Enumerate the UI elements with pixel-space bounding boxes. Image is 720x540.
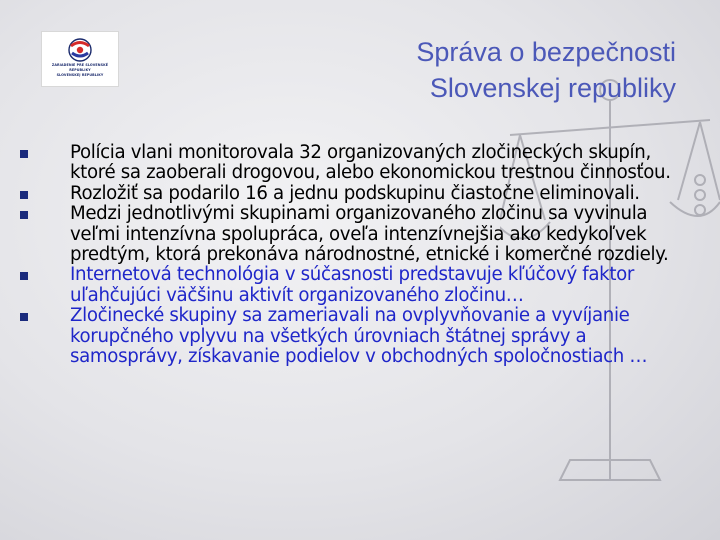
bullet-item (20, 204, 680, 265)
bullet-item (20, 184, 680, 204)
bullet-square-icon (20, 191, 28, 199)
bullet-item (20, 143, 680, 184)
bullet-square-icon (20, 313, 28, 321)
bullet-text: Zločinecké skupiny sa zameriavali na ovplyvňovanie a vyvíjanie korupčného vplyvu na všetkých úrovniach štátnej správy a samosprávy, získavanie podielov v obchodných spoločnostiach … (70, 305, 648, 368)
bullet-text: Medzi jednotlivými skupinami organizovaného zločinu sa vyvinula veľmi intenzívna spolupráca, oveľa intenzívnejšia ako kedykoľvek predtým, ktorá prekonáva národnostné, etnické i komerčné rozdiely. (70, 203, 669, 266)
organization-logo (42, 32, 118, 86)
bullet-square-icon (20, 150, 28, 158)
bullet-text: Rozložiť sa podarilo 16 a jednu podskupinu čiastočne eliminovali. (70, 182, 640, 204)
logo-text-line: SLOVENSKEJ REPUBLIKY (56, 73, 104, 77)
title-line-1: Správa o bezpečnosti (416, 37, 676, 67)
bullet-list (20, 143, 680, 367)
bullet-item (20, 306, 680, 367)
logo-text-line: REPUBLIKY (69, 68, 91, 72)
slide-title (416, 34, 676, 106)
bullet-square-icon (20, 272, 28, 280)
bullet-square-icon (20, 211, 28, 219)
title-line-2: Slovenskej republiky (429, 73, 676, 103)
bullet-text: Polícia vlani monitorovala 32 organizovaných zločineckých skupín, ktoré sa zaoberali drogovou, alebo ekonomickou trestnou činnosťou. (70, 142, 671, 184)
logo-text-line: ZARIADENIE PRE SLOVENSKÉ (51, 63, 109, 67)
logo-emblem-icon (66, 37, 94, 63)
bullet-text: Internetová technológia v súčasnosti predstavuje kľúčový faktor uľahčujúci väčšinu aktivít organizovaného zločinu… (70, 264, 635, 306)
bullet-item (20, 265, 680, 306)
